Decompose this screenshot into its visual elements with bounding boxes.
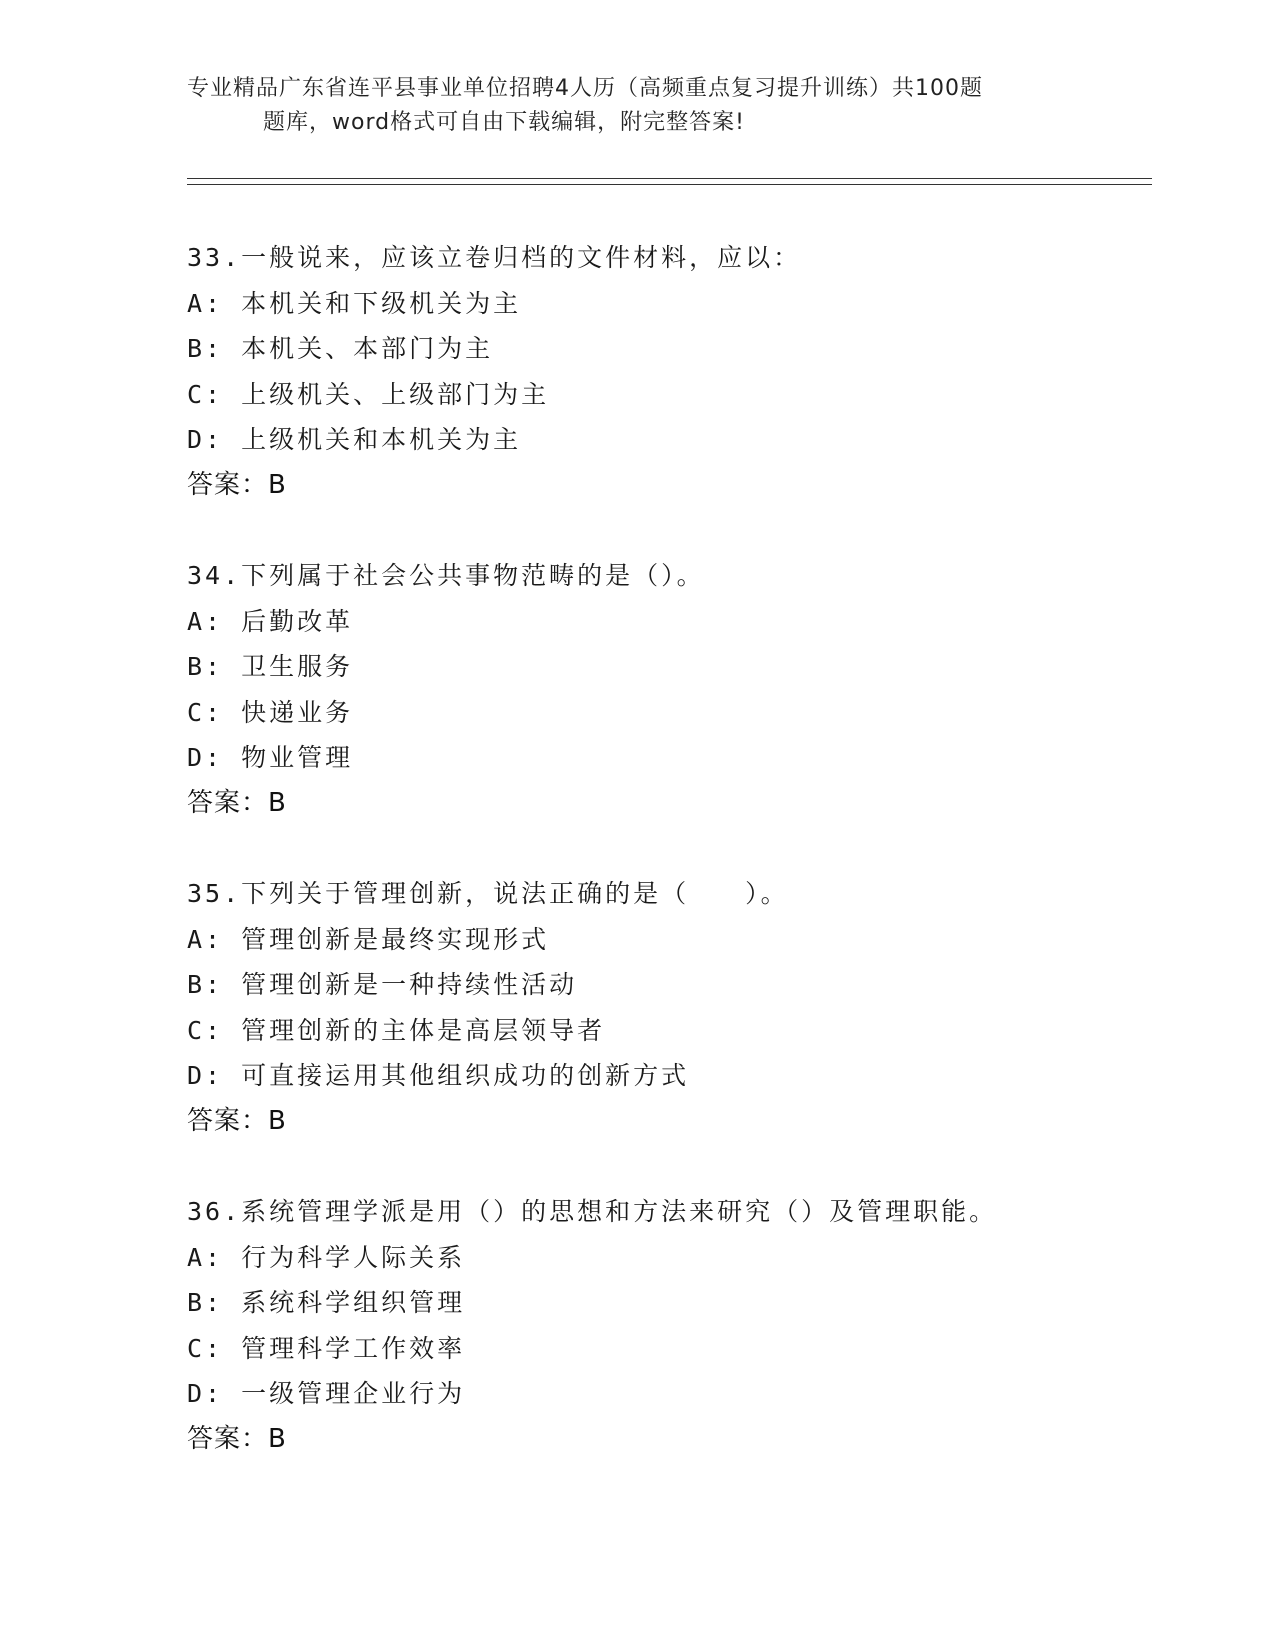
document-header bbox=[187, 72, 1087, 140]
option-c: C: 上级机关、上级部门为主 bbox=[187, 379, 550, 409]
option-b: B: 管理创新是一种持续性活动 bbox=[187, 970, 578, 999]
option-c: C: 管理创新的主体是高层领导者 bbox=[187, 1015, 606, 1045]
header-title-line-2: 题库，word格式可自由下载编辑，附完整答案! bbox=[263, 110, 745, 135]
option-a: A: 行为科学人际关系 bbox=[187, 1242, 466, 1272]
header-divider-top bbox=[187, 178, 1152, 179]
option-b: B: 卫生服务 bbox=[187, 652, 354, 681]
option-d: D: 物业管理 bbox=[187, 743, 354, 772]
answer: 答案：B bbox=[187, 1423, 287, 1454]
question-36 bbox=[187, 1189, 1147, 1462]
header-divider-bottom bbox=[187, 184, 1152, 185]
question-stem: 35.下列关于管理创新，说法正确的是（ ）。 bbox=[187, 879, 789, 908]
option-c: C: 快递业务 bbox=[187, 697, 354, 727]
option-a: A: 管理创新是最终实现形式 bbox=[187, 924, 550, 954]
option-d: D: 可直接运用其他组织成功的创新方式 bbox=[187, 1061, 690, 1090]
question-33 bbox=[187, 235, 1147, 508]
answer: 答案：B bbox=[187, 787, 287, 818]
option-a: A: 本机关和下级机关为主 bbox=[187, 288, 522, 318]
option-b: B: 系统科学组织管理 bbox=[187, 1288, 466, 1317]
question-stem: 34.下列属于社会公共事物范畴的是（）。 bbox=[187, 561, 705, 590]
option-b: B: 本机关、本部门为主 bbox=[187, 334, 494, 363]
answer: 答案：B bbox=[187, 469, 287, 500]
option-d: D: 一级管理企业行为 bbox=[187, 1379, 466, 1408]
option-c: C: 管理科学工作效率 bbox=[187, 1333, 466, 1363]
question-stem: 33.一般说来，应该立卷归档的文件材料，应以： bbox=[187, 243, 802, 272]
option-a: A: 后勤改革 bbox=[187, 606, 354, 636]
question-34 bbox=[187, 553, 1147, 826]
option-d: D: 上级机关和本机关为主 bbox=[187, 425, 522, 454]
question-35 bbox=[187, 871, 1147, 1144]
question-stem: 36.系统管理学派是用（）的思想和方法来研究（）及管理职能。 bbox=[187, 1197, 998, 1226]
answer: 答案：B bbox=[187, 1105, 287, 1136]
header-title-line-1: 专业精品广东省连平县事业单位招聘4人历（高频重点复习提升训练）共100题 bbox=[187, 76, 983, 101]
